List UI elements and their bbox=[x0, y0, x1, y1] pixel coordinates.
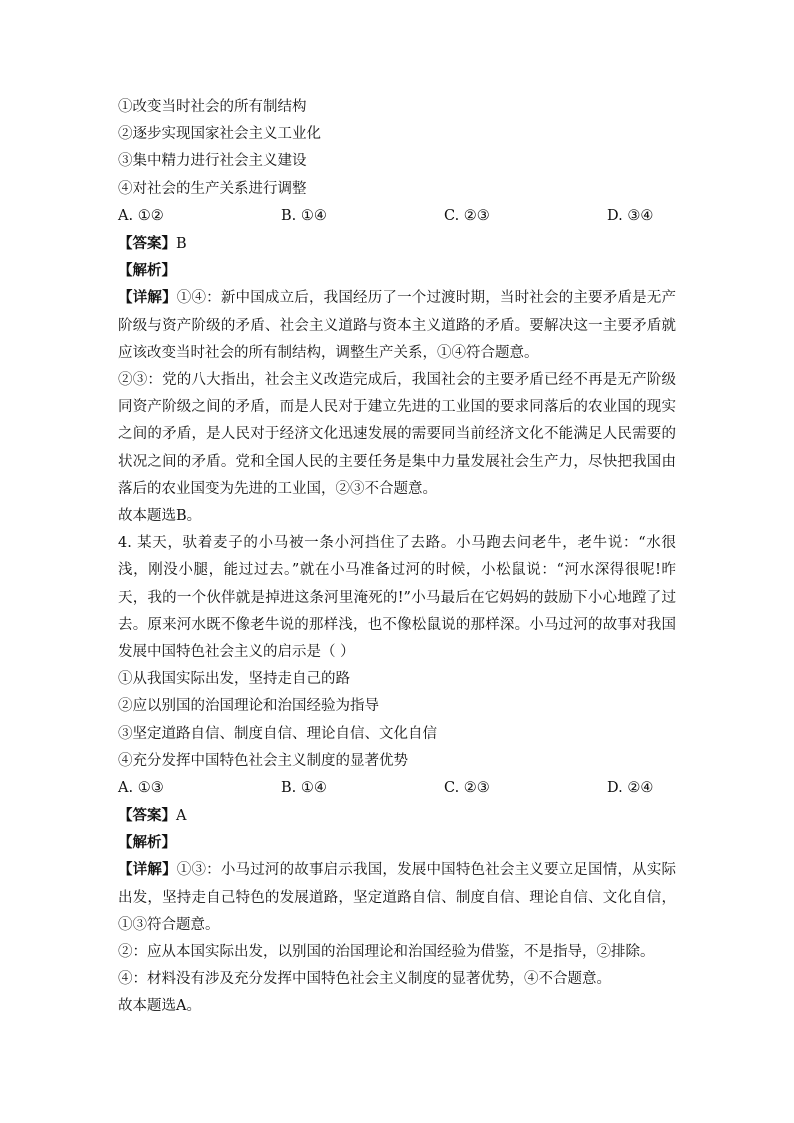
detail-tag: 【详解】 bbox=[118, 289, 177, 307]
q4-detail-1-text: ①③：小马过河的故事启示我国，发展中国特色社会主义要立足国情，从实际出发，坚持走自己特色的发展道路，坚定道路自信、制度自信、理论自信、文化自信，①③符合题意。 bbox=[118, 862, 677, 933]
q3-detail-2: ②③：党的八大指出，社会主义改造完成后，我国社会的主要矛盾已经不再是无产阶级同资产阶级之间的矛盾，而是人民对于建立先进的工业国的要求同落后的农业国的现实之间的矛盾，是人民对于经济文化迅速发展的需要同当前经济文化不能满足人民需要的状况之间的矛盾。党和全国人民的主要任务是集中力量发展社会生产力，尽快把我国由落后的农业国变为先进的工业国，②③不合题意。 bbox=[118, 371, 676, 497]
answer-tag: 【答案】 bbox=[118, 807, 176, 825]
q3-statement-2: ②逐步实现国家社会主义工业化 bbox=[118, 126, 321, 143]
q4-statement-3: ③坚定道路自信、制度自信、理论自信、文化自信 bbox=[118, 725, 437, 742]
q3-option-a: A. ①② bbox=[118, 207, 164, 224]
q3-answer bbox=[118, 230, 676, 257]
q3-option-c: C. ②③ bbox=[444, 207, 490, 224]
q4-option-d: D. ②④ bbox=[607, 779, 654, 796]
q3-options bbox=[118, 203, 676, 230]
q4-statement-4: ④充分发挥中国特色社会主义制度的显著优势 bbox=[118, 752, 408, 769]
analysis-tag: 【解析】 bbox=[118, 262, 176, 280]
q4-detail-1 bbox=[118, 856, 676, 939]
q4-statement-1: ①从我国实际出发，坚持走自己的路 bbox=[118, 671, 350, 688]
q3-conclusion: 故本题选B。 bbox=[118, 507, 202, 524]
answer-tag: 【答案】 bbox=[118, 234, 176, 252]
q4-option-b: B. ①④ bbox=[281, 779, 327, 796]
page-content bbox=[118, 94, 676, 1021]
q4-answer bbox=[118, 802, 676, 829]
q3-option-b: B. ①④ bbox=[281, 207, 327, 224]
analysis-tag: 【解析】 bbox=[118, 834, 176, 852]
q4-option-a: A. ①③ bbox=[118, 779, 164, 796]
q3-option-d: D. ③④ bbox=[607, 207, 654, 224]
q3-detail-1-text: ①④：新中国成立后，我国经历了一个过渡时期，当时社会的主要矛盾是无产阶级与资产阶级的矛盾、社会主义道路与资本主义道路的矛盾。要解决这一主要矛盾就应该改变当时社会的所有制结构，调整生产关系，①④符合题意。 bbox=[118, 290, 677, 361]
q4-options bbox=[118, 775, 676, 802]
q4-detail-2: ②：应从本国实际出发，以别国的治国理论和治国经验为借鉴，不是指导，②排除。 bbox=[118, 944, 655, 961]
q3-statement-4: ④对社会的生产关系进行调整 bbox=[118, 180, 307, 197]
q4-statement-2: ②应以别国的治国理论和治国经验为指导 bbox=[118, 698, 379, 715]
q4-analysis-heading bbox=[118, 829, 676, 856]
detail-tag: 【详解】 bbox=[118, 861, 177, 879]
q4-detail-3: ④：材料没有涉及充分发挥中国特色社会主义制度的显著优势，④不合题意。 bbox=[118, 971, 611, 988]
q4-stem: 4. 某天，驮着麦子的小马被一条小河挡住了去路。小马跑去问老牛，老牛说：“水很浅，刚没小腿，能过过去。”就在小马准备过河的时候，小松鼠说：“河水深得很呢!昨天，我的一个伙伴就是掉进这条河里淹死的!”小马最后在它妈妈的鼓励下小心地蹚了过去。原来河水既不像老牛说的那样浅，也不像松鼠说的那样深。小马过河的故事对我国发展中国特色社会主义的启示是（ ） bbox=[118, 535, 676, 660]
q3-statement-3: ③集中精力进行社会主义建设 bbox=[118, 153, 307, 170]
q3-analysis-heading bbox=[118, 257, 676, 284]
q3-detail-1 bbox=[118, 284, 676, 367]
q4-conclusion: 故本题选A。 bbox=[118, 998, 201, 1015]
q3-statement-1: ①改变当时社会的所有制结构 bbox=[118, 99, 307, 115]
q4-option-c: C. ②③ bbox=[444, 779, 490, 796]
q4-answer-value: A bbox=[176, 808, 187, 825]
q3-answer-value: B bbox=[176, 235, 187, 252]
